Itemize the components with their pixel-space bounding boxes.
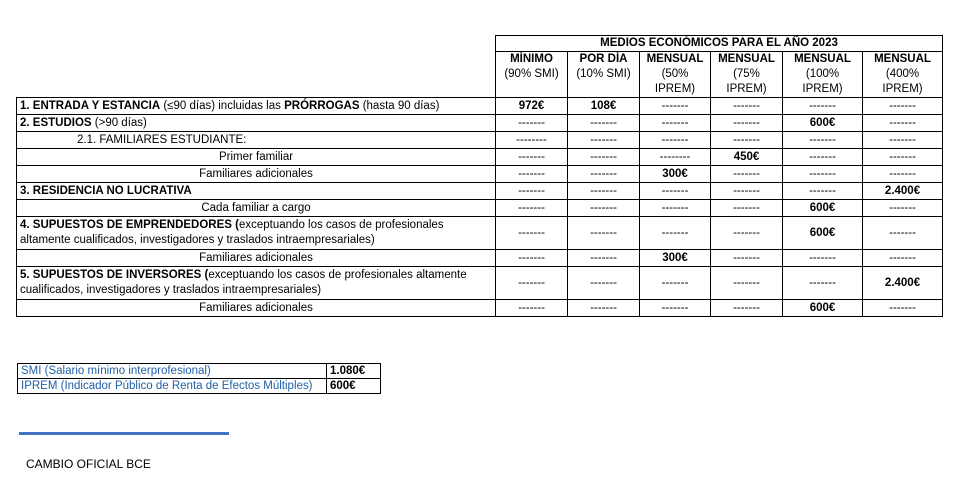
cell-value: ------- bbox=[640, 300, 711, 317]
cell-value: ------- bbox=[568, 200, 640, 217]
cell-value: ------- bbox=[640, 183, 711, 200]
row-label: 2.1. FAMILIARES ESTUDIANTE: bbox=[17, 132, 496, 149]
table-row bbox=[17, 98, 943, 115]
header-title-row bbox=[17, 36, 943, 52]
cell-value: ------- bbox=[568, 300, 640, 317]
row-label: 5. SUPUESTOS DE INVERSORES (exceptuando los casos de profesionales altamente cualificados, investigadores y traslados intraempresariales) bbox=[17, 267, 496, 300]
cell-value: ------- bbox=[496, 217, 568, 250]
table-row bbox=[17, 300, 943, 317]
cell-value: ------- bbox=[640, 132, 711, 149]
cell-value: ------- bbox=[863, 200, 943, 217]
cell-value: ------- bbox=[711, 267, 783, 300]
header-spacer bbox=[17, 36, 496, 52]
cell-value: ------- bbox=[783, 98, 863, 115]
cell-value: -------- bbox=[640, 149, 711, 166]
row-label: Cada familiar a cargo bbox=[17, 200, 496, 217]
cell-value: ------- bbox=[496, 200, 568, 217]
cell-value: ------- bbox=[711, 132, 783, 149]
divider-line bbox=[19, 432, 229, 435]
cell-value: ------- bbox=[711, 166, 783, 183]
row-label: Familiares adicionales bbox=[17, 300, 496, 317]
cell-value: ------- bbox=[783, 166, 863, 183]
reference-value: 600€ bbox=[327, 379, 381, 394]
cell-value: ------- bbox=[863, 115, 943, 132]
cell-value: ------- bbox=[863, 149, 943, 166]
row-label: 4. SUPUESTOS DE EMPRENDEDORES (exceptuando los casos de profesionales altamente cualificados, investigadores y traslados intraempresariales) bbox=[17, 217, 496, 250]
reference-value: 1.080€ bbox=[327, 364, 381, 379]
cell-value: ------- bbox=[863, 217, 943, 250]
cell-value: ------- bbox=[863, 166, 943, 183]
cell-value: ------- bbox=[640, 267, 711, 300]
row-label: 2. ESTUDIOS (>90 días) bbox=[17, 115, 496, 132]
cell-value: ------- bbox=[568, 217, 640, 250]
cell-value: 300€ bbox=[640, 166, 711, 183]
cell-value: ------- bbox=[640, 115, 711, 132]
table-row bbox=[17, 217, 943, 250]
reference-table bbox=[17, 363, 381, 394]
cell-value: -------- bbox=[496, 132, 568, 149]
col-header-mensual-75: MENSUAL (75% IPREM) bbox=[711, 52, 783, 98]
cell-value: 600€ bbox=[783, 217, 863, 250]
cell-value: ------- bbox=[783, 132, 863, 149]
cell-value: ------- bbox=[568, 267, 640, 300]
cell-value: ------- bbox=[568, 166, 640, 183]
cell-value: 450€ bbox=[711, 149, 783, 166]
cell-value: 300€ bbox=[640, 250, 711, 267]
table-row bbox=[17, 115, 943, 132]
table-row bbox=[17, 166, 943, 183]
cell-value: ------- bbox=[711, 183, 783, 200]
cell-value: ------- bbox=[496, 115, 568, 132]
cell-value: ------- bbox=[711, 115, 783, 132]
reference-row bbox=[18, 364, 381, 379]
col-header-mensual-100: MENSUAL (100% IPREM) bbox=[783, 52, 863, 98]
cell-value: 600€ bbox=[783, 115, 863, 132]
table-title: MEDIOS ECONÓMICOS PARA EL AÑO 2023 bbox=[496, 36, 943, 52]
header-spacer bbox=[17, 52, 496, 98]
cell-value: ------- bbox=[711, 217, 783, 250]
cell-value: ------- bbox=[496, 183, 568, 200]
cell-value: ------- bbox=[496, 149, 568, 166]
cell-value: ------- bbox=[711, 200, 783, 217]
header-columns-row bbox=[17, 52, 943, 98]
cell-value: ------- bbox=[496, 300, 568, 317]
cell-value: ------- bbox=[863, 250, 943, 267]
cell-value: ------- bbox=[711, 98, 783, 115]
cell-value: ------- bbox=[640, 98, 711, 115]
col-header-mensual-50: MENSUAL (50% IPREM) bbox=[640, 52, 711, 98]
cell-value: 600€ bbox=[783, 200, 863, 217]
col-header-mensual-400: MENSUAL (400% IPREM) bbox=[863, 52, 943, 98]
cell-value: 108€ bbox=[568, 98, 640, 115]
cell-value: 2.400€ bbox=[863, 267, 943, 300]
table-row bbox=[17, 149, 943, 166]
reference-row bbox=[18, 379, 381, 394]
row-label: 1. ENTRADA Y ESTANCIA (≤90 días) incluidas las PRÓRROGAS (hasta 90 días) bbox=[17, 98, 496, 115]
cell-value: ------- bbox=[783, 183, 863, 200]
cell-value: ------- bbox=[863, 132, 943, 149]
medios-economicos-table bbox=[16, 35, 943, 317]
cell-value: ------- bbox=[711, 300, 783, 317]
footer-label: CAMBIO OFICIAL BCE bbox=[26, 457, 151, 471]
cell-value: 972€ bbox=[496, 98, 568, 115]
cell-value: ------- bbox=[783, 250, 863, 267]
table-row bbox=[17, 250, 943, 267]
cell-value: ------- bbox=[863, 300, 943, 317]
cell-value: ------- bbox=[640, 217, 711, 250]
cell-value: 600€ bbox=[783, 300, 863, 317]
table-row bbox=[17, 132, 943, 149]
cell-value: ------- bbox=[568, 250, 640, 267]
cell-value: ------- bbox=[640, 200, 711, 217]
row-label: 3. RESIDENCIA NO LUCRATIVA bbox=[17, 183, 496, 200]
row-label: Familiares adicionales bbox=[17, 166, 496, 183]
cell-value: ------- bbox=[568, 183, 640, 200]
col-header-minimo: MÍNIMO (90% SMI) bbox=[496, 52, 568, 98]
col-header-por-dia: POR DÍA (10% SMI) bbox=[568, 52, 640, 98]
cell-value: ------- bbox=[568, 132, 640, 149]
cell-value: ------- bbox=[496, 166, 568, 183]
cell-value: ------- bbox=[568, 115, 640, 132]
table-row bbox=[17, 183, 943, 200]
row-label: Primer familiar bbox=[17, 149, 496, 166]
cell-value: ------- bbox=[783, 149, 863, 166]
cell-value: ------- bbox=[496, 250, 568, 267]
row-label: Familiares adicionales bbox=[17, 250, 496, 267]
reference-name: IPREM (Indicador Público de Renta de Efectos Múltiples) bbox=[18, 379, 327, 394]
reference-name: SMI (Salario mínimo interprofesional) bbox=[18, 364, 327, 379]
table-row bbox=[17, 267, 943, 300]
cell-value: ------- bbox=[863, 98, 943, 115]
cell-value: ------- bbox=[496, 267, 568, 300]
cell-value: ------- bbox=[783, 267, 863, 300]
cell-value: ------- bbox=[711, 250, 783, 267]
cell-value: 2.400€ bbox=[863, 183, 943, 200]
cell-value: ------- bbox=[568, 149, 640, 166]
table-row bbox=[17, 200, 943, 217]
